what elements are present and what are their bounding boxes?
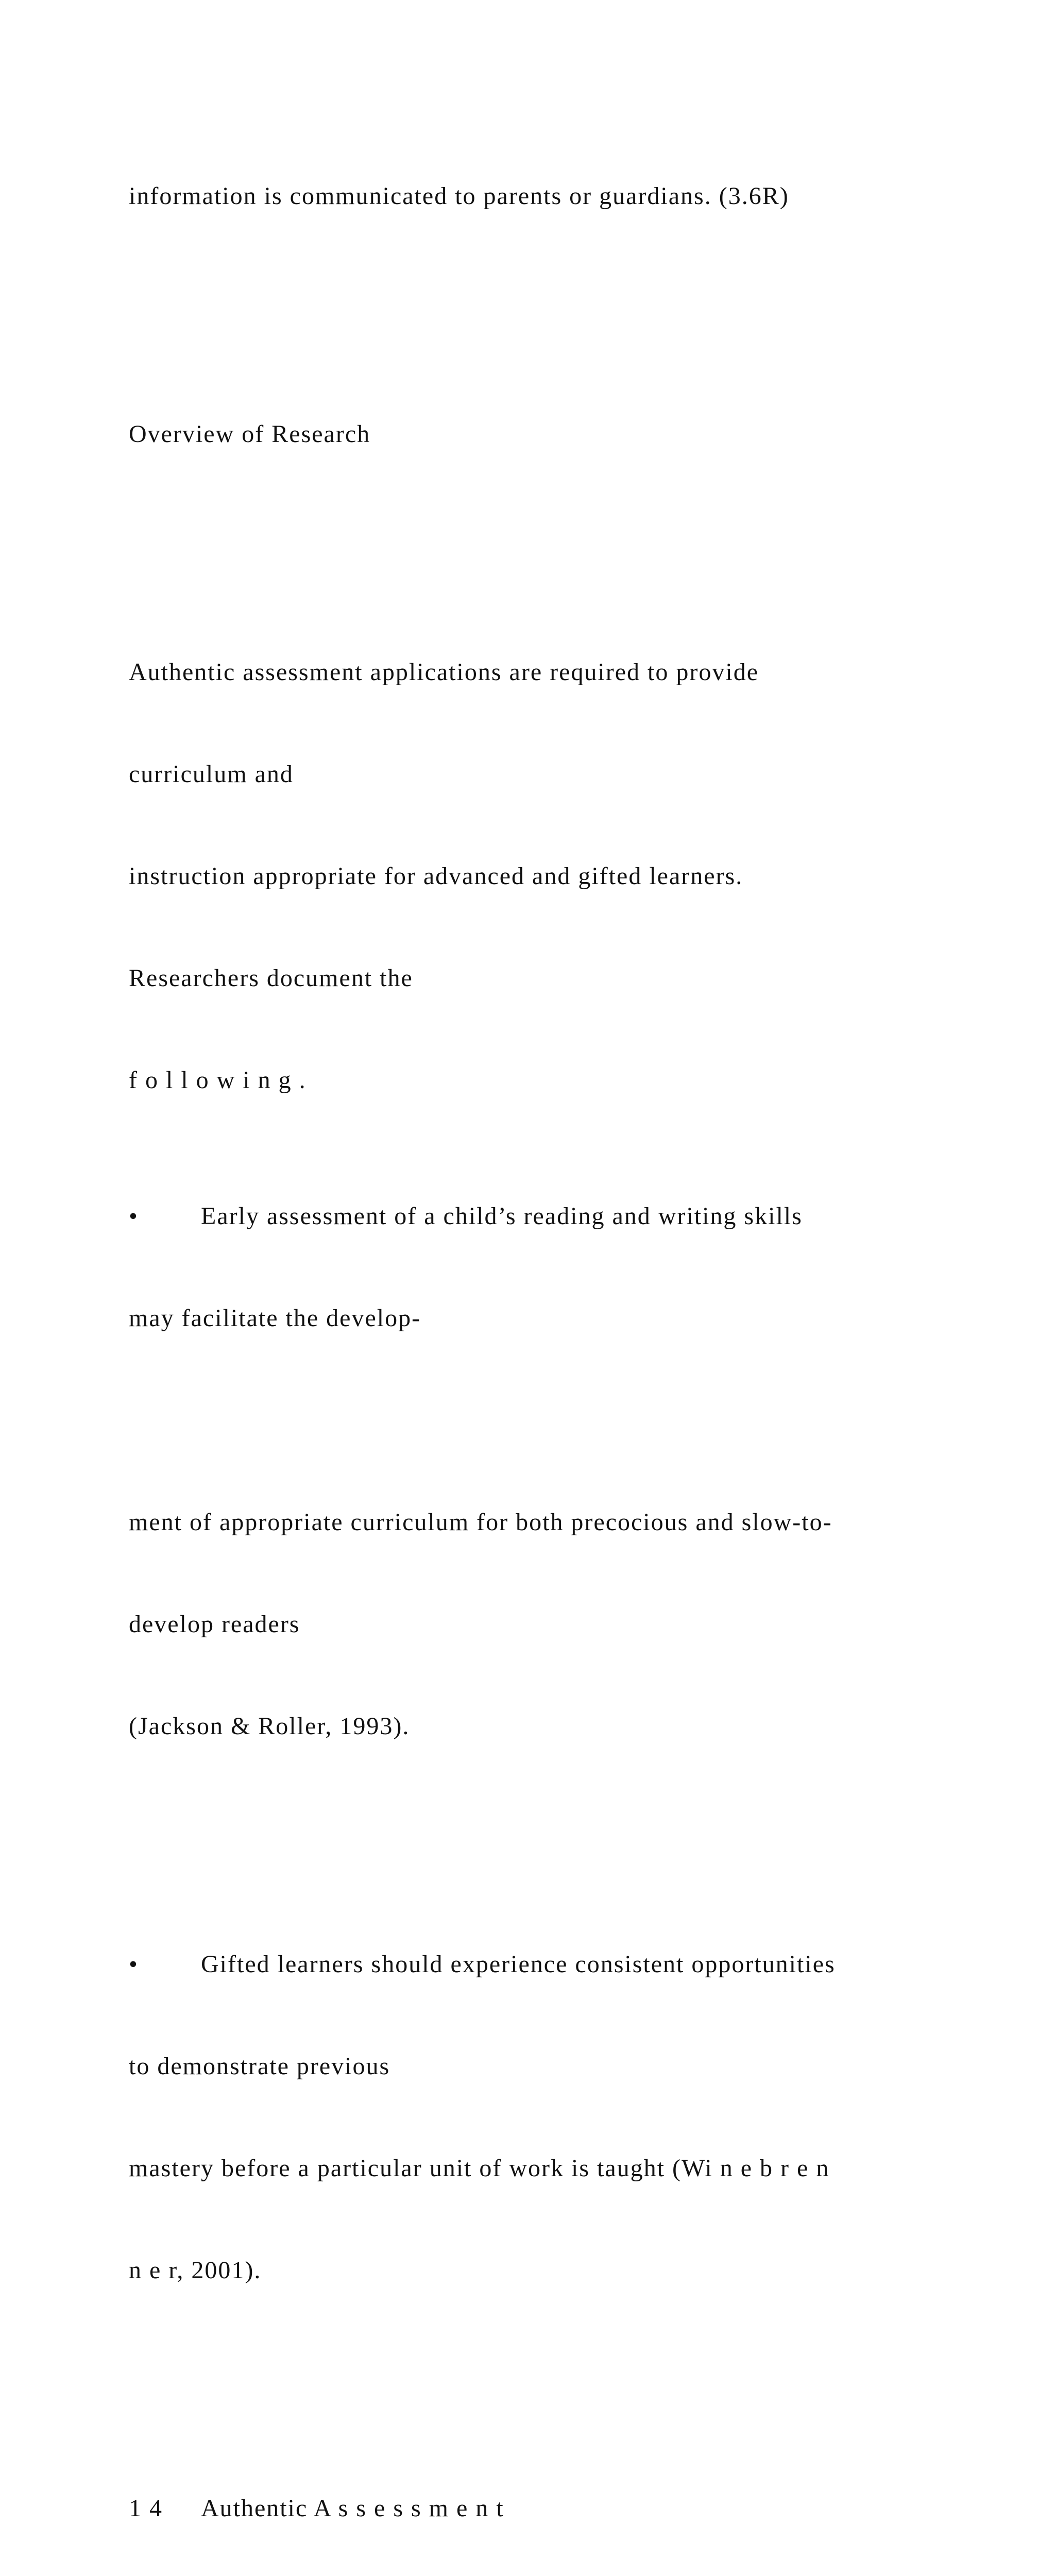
page-number: 1 4 bbox=[129, 2495, 163, 2522]
running-title: Authentic A s s e s s m e n t bbox=[201, 2495, 504, 2522]
bullet-item bbox=[129, 1199, 974, 1233]
text-line: n e r, 2001). bbox=[129, 2257, 262, 2284]
text-line: instruction appropriate for advanced and gifted learners. bbox=[129, 862, 743, 890]
running-footer bbox=[129, 2492, 974, 2526]
blank-line bbox=[129, 519, 974, 553]
text-line: Researchers document the bbox=[129, 964, 413, 992]
bullet-text: Gifted learners should experience consistent opportunities bbox=[201, 1951, 836, 1978]
blank-line bbox=[129, 2355, 974, 2389]
text-line: to demonstrate previous bbox=[129, 2053, 390, 2080]
text-line: Authentic assessment applications are required to provide bbox=[129, 658, 759, 686]
blank-line bbox=[129, 1403, 974, 1437]
text-line: (Jackson & Roller, 1993). bbox=[129, 1713, 410, 1740]
blank-line bbox=[129, 281, 974, 315]
text-line: f o l l o w i n g . bbox=[129, 1066, 307, 1094]
section-heading: Overview of Research bbox=[129, 420, 371, 448]
text-line: mastery before a particular unit of work is taught (Wi n e b r e n bbox=[129, 2155, 830, 2182]
bullet-icon: • bbox=[129, 1951, 139, 1978]
text-line: may facilitate the develop- bbox=[129, 1304, 421, 1332]
document-text bbox=[129, 111, 974, 2576]
text-line: information is communicated to parents or guardians. (3.6R) bbox=[129, 182, 789, 210]
text-line: curriculum and bbox=[129, 760, 294, 788]
text-line: develop readers bbox=[129, 1611, 300, 1638]
bullet-item bbox=[129, 1947, 974, 1981]
bullet-text: Early assessment of a child’s reading and writing skills bbox=[201, 1202, 803, 1230]
bullet-icon: • bbox=[129, 1202, 139, 1230]
text-line: ment of appropriate curriculum for both precocious and slow-to- bbox=[129, 1509, 832, 1536]
blank-line bbox=[129, 1811, 974, 1845]
